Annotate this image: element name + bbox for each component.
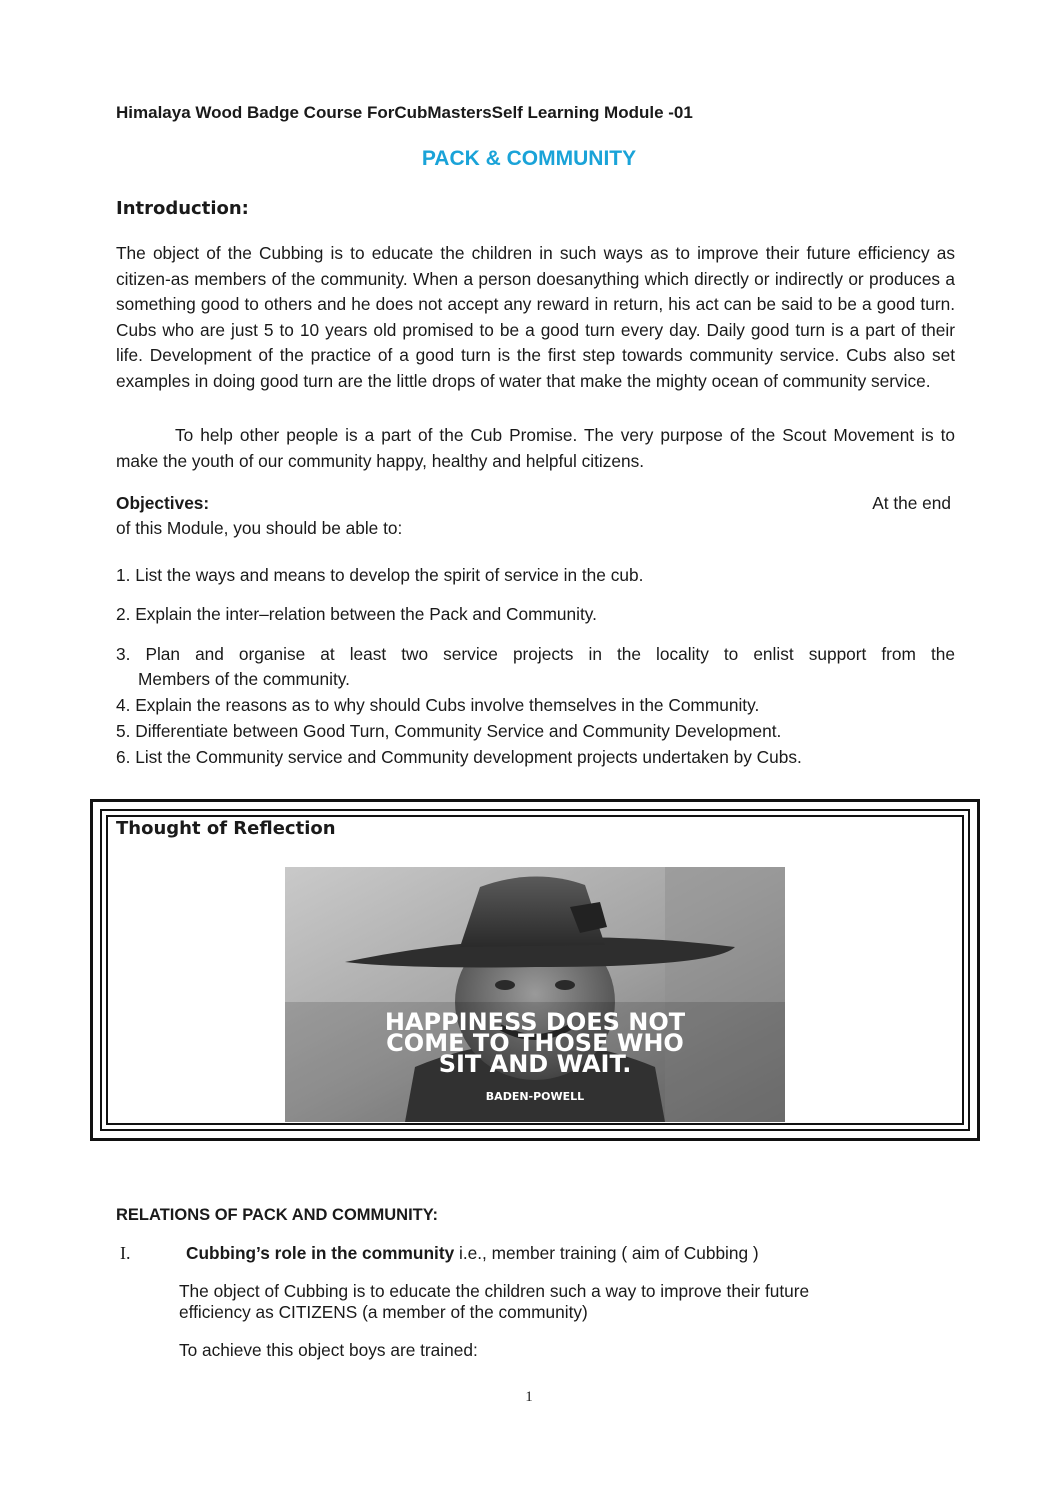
introduction-heading: Introduction: [116,198,249,219]
introduction-paragraph-1: The object of the Cubbing is to educate the children in such ways as to improve their future efficiency as citizen-as members of the community. When a person doesanything which directly or indirectly or produces a something good to others and he does not accept any reward in return, his act can be said to be a good turn. Cubs who are just 5 to 10 years old promised to be a good turn every day. Daily good turn is a part of their life. Development of the practice of a good turn is the first step towards community service. Cubs also set examples in doing good turn are the little drops of water that make the mighty ocean of community service. [116,243,955,391]
objectives-lead-right: At the end [872,493,951,513]
relations-item-rest: i.e., member training ( aim of Cubbing ) [454,1243,759,1263]
quote-line-1: HAPPINESS DOES NOT [384,1008,686,1036]
objectives-lead: of this Module, you should be able to: [116,518,403,538]
relations-item-bold: Cubbing’s role in the community [186,1243,455,1263]
objective-item-5: 5. Differentiate between Good Turn, Community Service and Community Development. [116,721,782,741]
quote-line-2: COME TO THOSE WHO [386,1029,684,1057]
objective-item-3-continued: Members of the community. [138,669,350,689]
relations-item-text [186,1243,759,1264]
baden-powell-photo [285,867,785,1122]
objectives-row [116,493,951,514]
quote-author: BADEN-POWELL [485,1090,585,1103]
page-number: 1 [525,1389,533,1405]
page-title: PACK & COMMUNITY [421,147,637,170]
reflection-heading: Thought of Reflection [116,818,336,839]
document-header: Himalaya Wood Badge Course ForCubMastersSelf Learning Module -01 [116,103,693,122]
objectives-heading: Objectives: [116,493,210,513]
objective-item-2: 2. Explain the inter–relation between the Pack and Community. [116,604,597,624]
objective-item-6: 6. List the Community service and Community development projects undertaken by Cubs. [116,747,802,767]
relations-para-2: To achieve this object boys are trained: [179,1340,478,1360]
objective-item-3: 3. Plan and organise at least two service projects in the locality to enlist support from the [116,644,955,664]
objective-item-1: 1. List the ways and means to develop the spirit of service in the cub. [116,565,644,585]
photo-illustration [285,867,785,1122]
objective-item-4: 4. Explain the reasons as to why should Cubs involve themselves in the Community. [116,695,760,715]
relations-para-1-line-2: efficiency as CITIZENS (a member of the community) [179,1302,588,1322]
relations-para-1-line-1: The object of Cubbing is to educate the children such a way to improve their future [179,1281,810,1301]
introduction-paragraph-2: To help other people is a part of the Cub Promise. The very purpose of the Scout Movement is to make the youth of our community happy, healthy and helpful citizens. [116,425,955,471]
relations-item-number: I. [120,1243,131,1263]
quote-line-3: SIT AND WAIT. [438,1050,632,1078]
relations-heading: RELATIONS OF PACK AND COMMUNITY: [116,1206,439,1224]
